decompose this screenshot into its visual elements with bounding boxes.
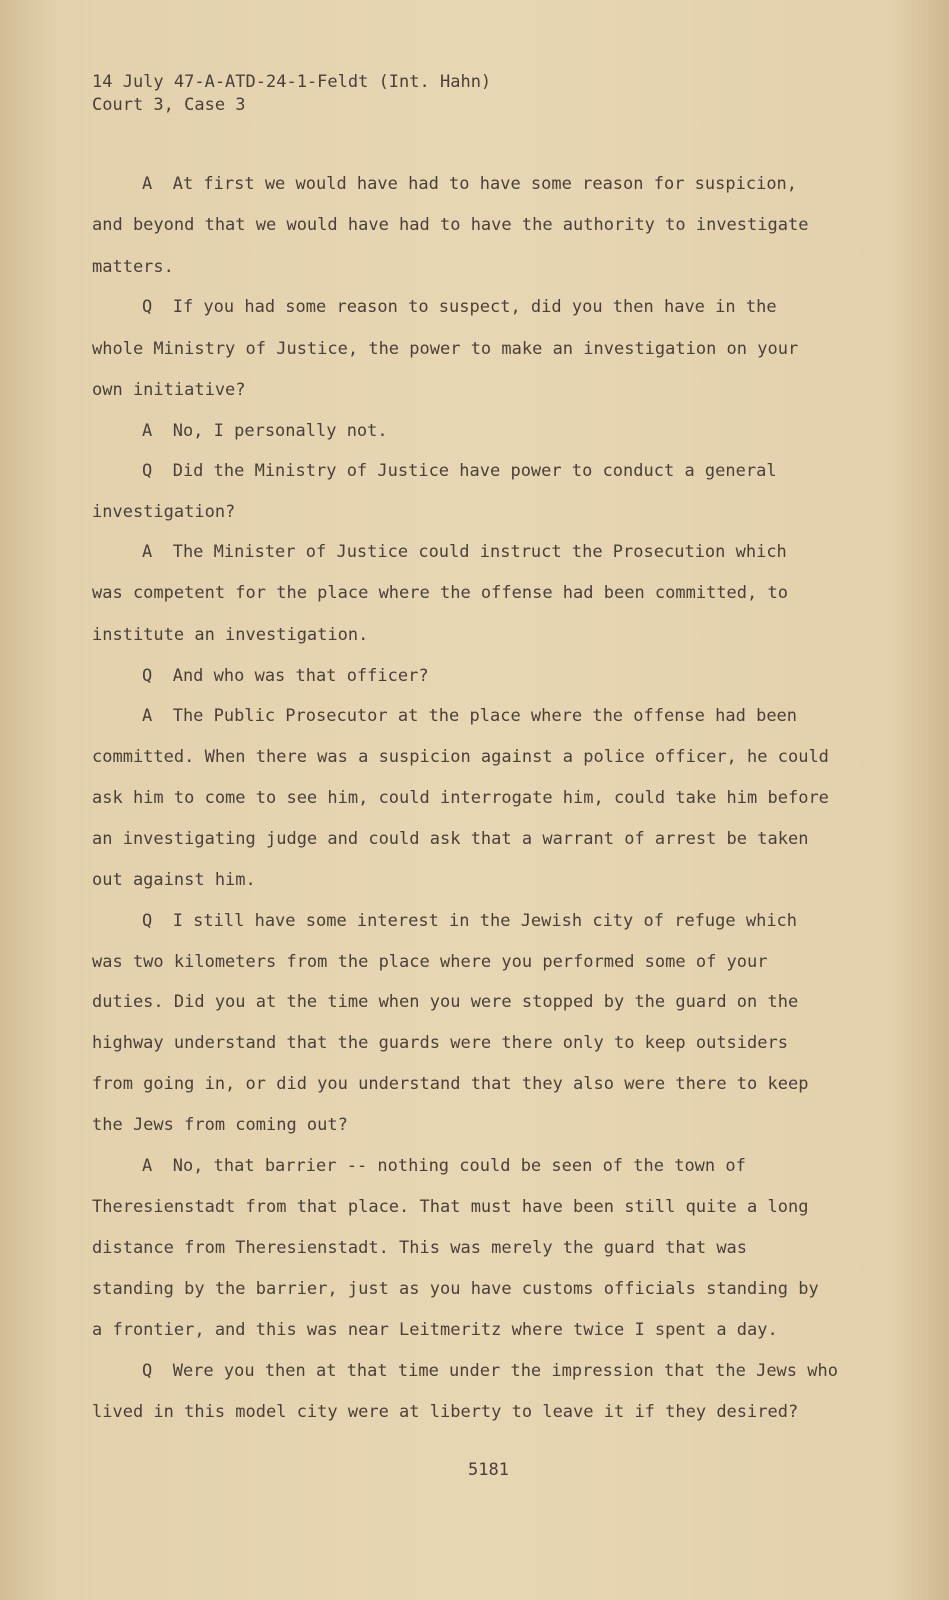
body-line: A No, that barrier -- nothing could be seen of the town of bbox=[142, 1156, 746, 1176]
body-line: duties. Did you at the time when you were stopped by the guard on the bbox=[92, 992, 799, 1012]
body-line: and beyond that we would have had to have the authority to investigate bbox=[92, 215, 809, 235]
body-line: an investigating judge and could ask that a warrant of arrest be taken bbox=[92, 829, 809, 849]
body-line: Q If you had some reason to suspect, did you then have in the bbox=[142, 297, 777, 317]
body-line: Q Did the Ministry of Justice have power to conduct a general bbox=[142, 461, 777, 481]
body-line: A The Minister of Justice could instruct the Prosecution which bbox=[142, 542, 787, 562]
body-line: was two kilometers from the place where you performed some of your bbox=[92, 952, 768, 972]
body-line: investigation? bbox=[92, 502, 236, 522]
header-line-2: Court 3, Case 3 bbox=[92, 95, 246, 115]
body-line: matters. bbox=[92, 257, 174, 277]
body-line: whole Ministry of Justice, the power to make an investigation on your bbox=[92, 339, 799, 359]
body-line: Theresienstadt from that place. That must have been still quite a long bbox=[92, 1197, 809, 1217]
body-line: was competent for the place where the offense had been committed, to bbox=[92, 583, 788, 603]
body-line: Q I still have some interest in the Jewish city of refuge which bbox=[142, 911, 798, 931]
body-line: institute an investigation. bbox=[92, 625, 369, 645]
body-line: committed. When there was a suspicion against a police officer, he could bbox=[92, 747, 829, 767]
body-line: ask him to come to see him, could interrogate him, could take him before bbox=[92, 788, 829, 808]
body-line: from going in, or did you understand that they also were there to keep bbox=[92, 1074, 809, 1094]
body-line: distance from Theresienstadt. This was merely the guard that was bbox=[92, 1238, 748, 1258]
body-line: standing by the barrier, just as you have customs officials standing by bbox=[92, 1279, 819, 1299]
body-line: Q Were you then at that time under the impression that the Jews who bbox=[142, 1361, 838, 1381]
body-line: out against him. bbox=[92, 870, 256, 890]
body-line: A The Public Prosecutor at the place where the offense had been bbox=[142, 706, 798, 726]
body-line: Q And who was that officer? bbox=[142, 666, 429, 686]
header-line-1: 14 July 47-A-ATD-24-1-Feldt (Int. Hahn) bbox=[92, 72, 492, 92]
body-line: own initiative? bbox=[92, 380, 246, 400]
body-line: A At first we would have had to have some reason for suspicion, bbox=[142, 174, 798, 194]
body-line: the Jews from coming out? bbox=[92, 1115, 348, 1135]
page-number: 5181 bbox=[468, 1460, 509, 1480]
body-line: lived in this model city were at liberty to leave it if they desired? bbox=[92, 1402, 799, 1422]
body-line: a frontier, and this was near Leitmeritz where twice I spent a day. bbox=[92, 1320, 778, 1340]
body-line: A No, I personally not. bbox=[142, 421, 388, 441]
body-line: highway understand that the guards were there only to keep outsiders bbox=[92, 1033, 788, 1053]
